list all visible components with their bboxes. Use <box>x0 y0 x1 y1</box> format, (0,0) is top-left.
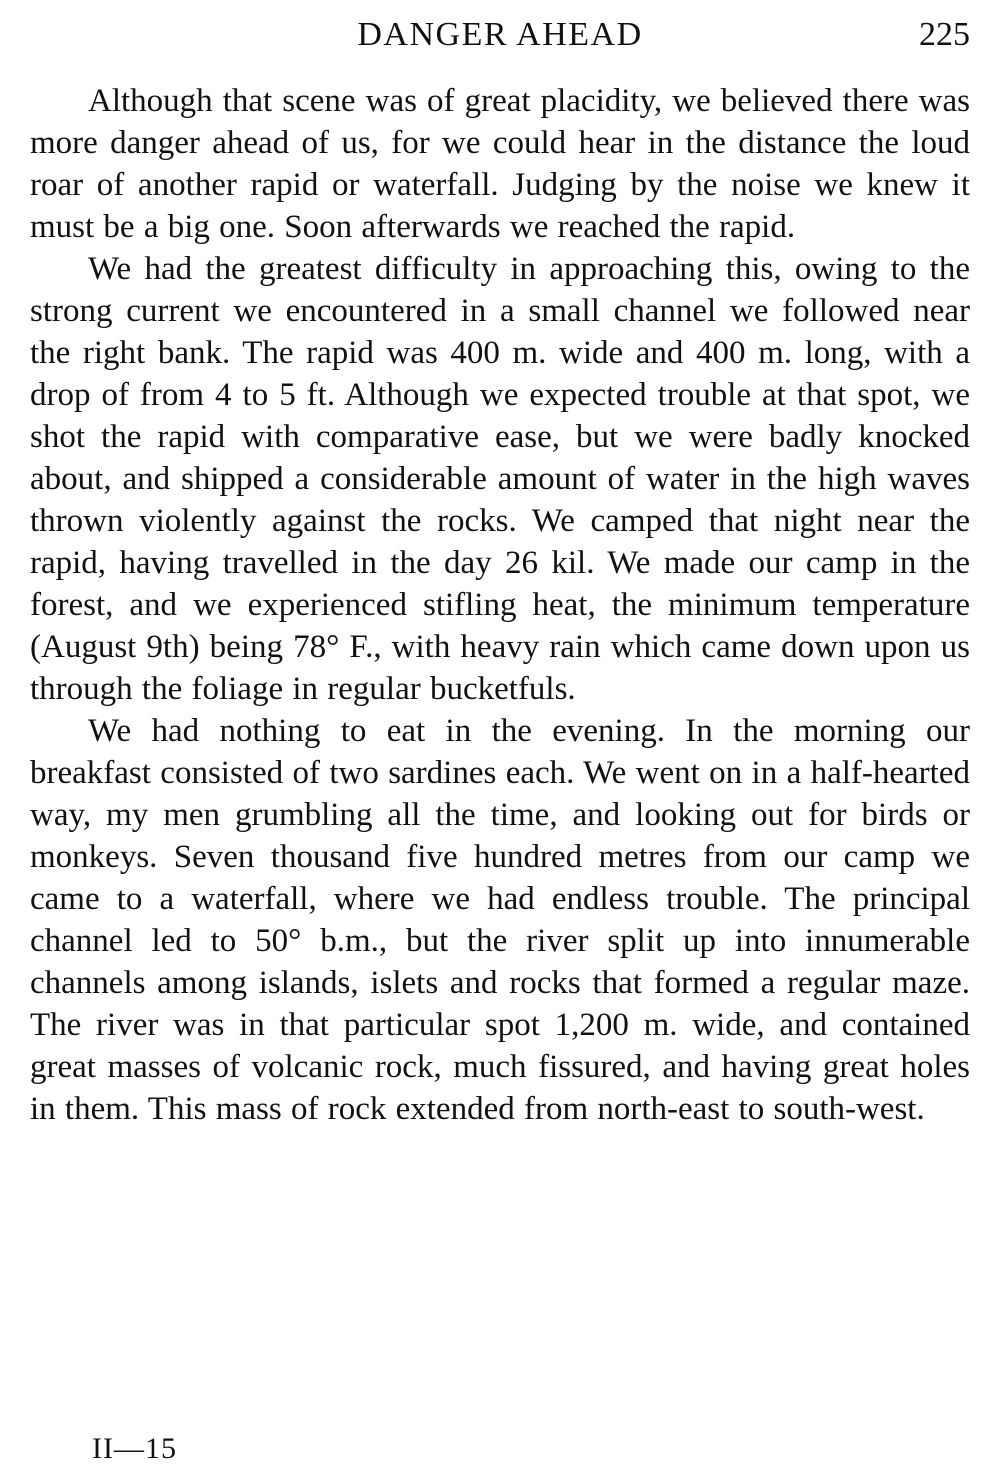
paragraph-1: Although that scene was of great placidity, we believed there was more danger ahead of us, for we could hear in the distance the loud roar of another rapid or waterfall. Judging by the noise we knew it must be a big one. Soon afterwards we reached the rapid. <box>30 83 970 245</box>
chapter-heading: DANGER AHEAD <box>357 16 643 53</box>
signature-mark: II—15 <box>92 1432 177 1465</box>
paragraph-3: We had nothing to eat in the evening. In the morning our breakfast consisted of two sardines each. We went on in a half-hearted way, my men grumbling all the time, and looking out for birds or monkeys. Seven thousand five hundred metres from our camp we came to a waterfall, where we had endless trouble. The principal channel led to 50° b.m., but the river split up into innumerable channels among islands, islets and rocks that formed a regular maze. The river was in that particular spot 1,200 m. wide, and contained great masses of volcanic rock, much fissured, and having great holes in them. This mass of rock extended from north-east to south-west. <box>30 713 970 1127</box>
body-text <box>30 80 970 1130</box>
running-head <box>30 16 970 60</box>
paragraph-2: We had the greatest difficulty in approaching this, owing to the strong current we encountered in a small channel we followed near the right bank. The rapid was 400 m. wide and 400 m. long, with a drop of from 4 to 5 ft. Although we expected trouble at that spot, we shot the rapid with comparative ease, but we were badly knocked about, and shipped a considerable amount of water in the high waves thrown violently against the rocks. We camped that night near the rapid, having travelled in the day 26 kil. We made our camp in the forest, and we experienced stifling heat, the minimum temperature (August 9th) being 78° F., with heavy rain which came down upon us through the foliage in regular bucketfuls. <box>30 251 970 707</box>
page-number: 225 <box>919 16 970 53</box>
